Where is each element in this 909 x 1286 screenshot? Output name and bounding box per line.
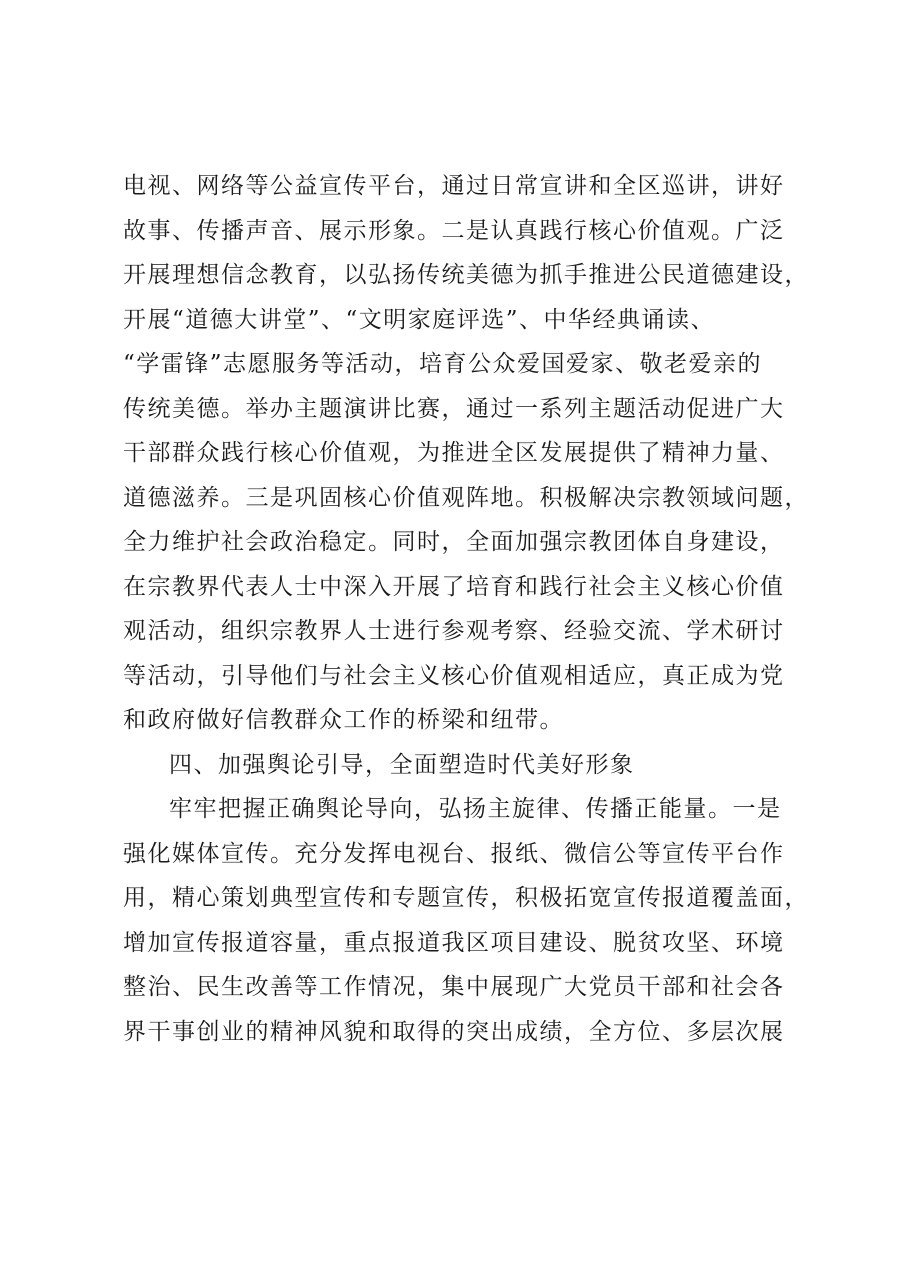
text-line: 观活动，组织宗教界人士进行参观考察、经验交流、学术研讨 [123,618,785,644]
text-line: 故事、传播声音、展示形象。二是认真践行核心价值观。广泛 [123,217,785,244]
text-line: 在宗教界代表人士中深入开展了培育和践行社会主义核心价值 [123,573,785,600]
body-text [123,164,823,1054]
text-line: 全力维护社会政治稳定。同时，全面加强宗教团体自身建设， [123,529,785,555]
text-line: 道德滋养。三是巩固核心价值观阵地。积极解决宗教领域问题， [123,484,809,511]
text-line: 强化媒体宣传。充分发挥电视台、报纸、微信公等宣传平台作 [123,840,785,867]
text-line: “学雷锋”志愿服务等活动，培育公众爱国爱家、敬老爱亲的 [123,351,763,377]
text-line: 和政府做好信教群众工作的桥梁和纽带。 [123,707,564,733]
text-line: 界干事创业的精神风貌和取得的突出成绩，全方位、多层次展 [123,1018,785,1045]
text-line: 牢牢把握正确舆论导向，弘扬主旋律、传播正能量。一是 [169,796,782,822]
text-line: 增加宣传报道容量，重点报道我区项目建设、脱贫攻坚、环境 [123,929,785,956]
text-line: 等活动，引导他们与社会主义核心价值观相适应，真正成为党 [123,662,785,689]
text-line: 开展理想信念教育，以弘扬传统美德为抓手推进公民道德建设， [123,262,809,288]
text-line: 电视、网络等公益宣传平台，通过日常宣讲和全区巡讲，讲好 [123,173,785,199]
text-line: 整治、民生改善等工作情况，集中展现广大党员干部和社会各 [123,974,785,1000]
text-line: 传统美德。举办主题演讲比赛，通过一系列主题活动促进广大 [123,395,785,422]
text-line: 用，精心策划典型宣传和专题宣传，积极拓宽宣传报道覆盖面， [123,885,809,911]
text-line: 开展“道德大讲堂”、“文明家庭评选”、中华经典诵读、 [123,306,716,333]
section-heading: 四、加强舆论引导，全面塑造时代美好形象 [169,751,635,778]
text-line: 干部群众践行核心价值观，为推进全区发展提供了精神力量、 [123,440,785,466]
